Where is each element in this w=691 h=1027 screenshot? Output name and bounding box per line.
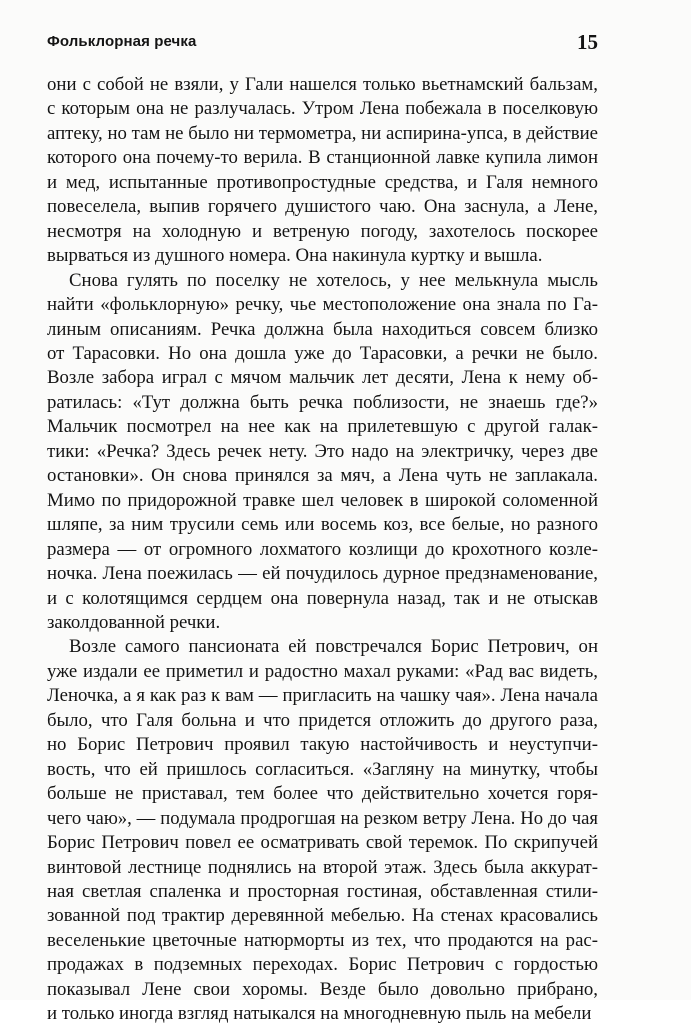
text-line: Мимо по придорожной травке шел человек в широкой соломенной <box>47 489 598 511</box>
text-line: Мальчик посмотрел на нее как на прилетевшую с другой галак- <box>47 416 598 438</box>
text-line: остановки». Он снова принялся за мяч, а Лена чуть не заплакала. <box>47 465 598 487</box>
text-line: от Тарасовки. Но она дошла уже до Тарасовки, а речки не было. <box>47 342 598 364</box>
text-line: Леночка, а я как раз к вам — пригласить на чашку чая». Лена начала <box>47 685 598 707</box>
text-line: было, что Галя больна и что придется отложить до другого раза, <box>47 709 598 731</box>
text-line: веселенькие цветочные натюрморты из тех, что продаются на рас- <box>47 929 598 951</box>
paragraph <box>47 73 598 269</box>
text-line: вость, что ей пришлось согласиться. «Загляну на минутку, чтобы <box>47 758 598 780</box>
text-line: и мед, испытанные противопростудные средства, и Галя немного <box>47 171 598 193</box>
text-line: Возле самого пансионата ей повстречался Борис Петрович, он <box>69 636 598 658</box>
text-line: винтовой лестнице поднялись на второй этаж. Здесь была аккурат- <box>47 856 598 878</box>
text-line: несмотря на холодную и ветреную погоду, захотелось поскорее <box>47 220 598 242</box>
text-line: которого она почему-то верила. В станционной лавке купила лимон <box>47 147 598 169</box>
body-text <box>47 73 598 1027</box>
text-line: продажах в подземных переходах. Борис Петрович с гордостью <box>47 954 598 976</box>
text-line: Борис Петрович повел ее осматривать свой теремок. По скрипучей <box>47 832 598 854</box>
text-line: вырваться из душного номера. Она накинула куртку и вышла. <box>47 245 543 267</box>
text-line: Снова гулять по поселку не хотелось, у нее мелькнула мысль <box>69 269 598 291</box>
text-line: тики: «Речка? Здесь речек нету. Это надо на электричку, через две <box>47 440 598 462</box>
text-line: с которым она не разлучалась. Утром Лена побежала в поселковую <box>47 98 598 120</box>
text-line: заколдованной речки. <box>47 611 221 633</box>
text-line: они с собой не взяли, у Гали нашелся только вьетнамский бальзам, <box>47 74 598 95</box>
text-line: размера — от огромного лохматого козлищи до крохотного козле- <box>47 538 598 560</box>
text-line: и только иногда взгляд натыкался на многодневную пыль на мебели <box>47 1003 592 1025</box>
text-line: и с колотящимся сердцем она повернула назад, так и не отыскав <box>47 587 598 609</box>
text-line: ратилась: «Тут должна быть речка поблизости, не знаешь где?» <box>47 391 598 413</box>
page-header <box>47 30 598 55</box>
text-line: показывал Лене свои хоромы. Везде было довольно прибрано, <box>47 978 598 1000</box>
text-line: но Борис Петрович проявил такую настойчивость и неуступчи- <box>47 734 598 756</box>
text-line: ная светлая спаленка и просторная гостиная, обставленная стили- <box>47 880 598 902</box>
text-line: уже издали ее приметил и радостно махал руками: «Рад вас видеть, <box>47 660 598 682</box>
text-line: Возле забора играл с мячом мальчик лет десяти, Лена к нему об- <box>47 367 598 389</box>
text-line: линым описаниям. Речка должна была находиться совсем близко <box>47 318 598 340</box>
paragraph <box>47 635 598 1026</box>
text-line: ночка. Лена поежилась — ей почудилось дурное предзнаменование, <box>47 563 598 585</box>
text-line: аптеку, но там не было ни термометра, ни аспирина-упса, в действие <box>47 122 598 144</box>
text-line: шляпе, за ним трусили семь или восемь коз, все белые, но разного <box>47 514 598 536</box>
running-title: Фольклорная речка <box>47 33 197 50</box>
text-line: повеселела, выпив горячего душистого чаю. Она заснула, а Лене, <box>47 196 598 218</box>
text-line: чего чаю», — подумала продрогшая на резком ветру Лена. Но до чая <box>47 807 598 829</box>
paragraph <box>47 269 598 636</box>
text-line: найти «фольклорную» речку, чье местоположение она знала по Га- <box>47 294 598 316</box>
page-number: 15 <box>577 30 598 54</box>
text-line: больше не приставал, тем более что действительно хочется горя- <box>47 783 598 805</box>
text-line: зованной под трактир деревянной мебелью. На стенах красовались <box>47 905 598 927</box>
